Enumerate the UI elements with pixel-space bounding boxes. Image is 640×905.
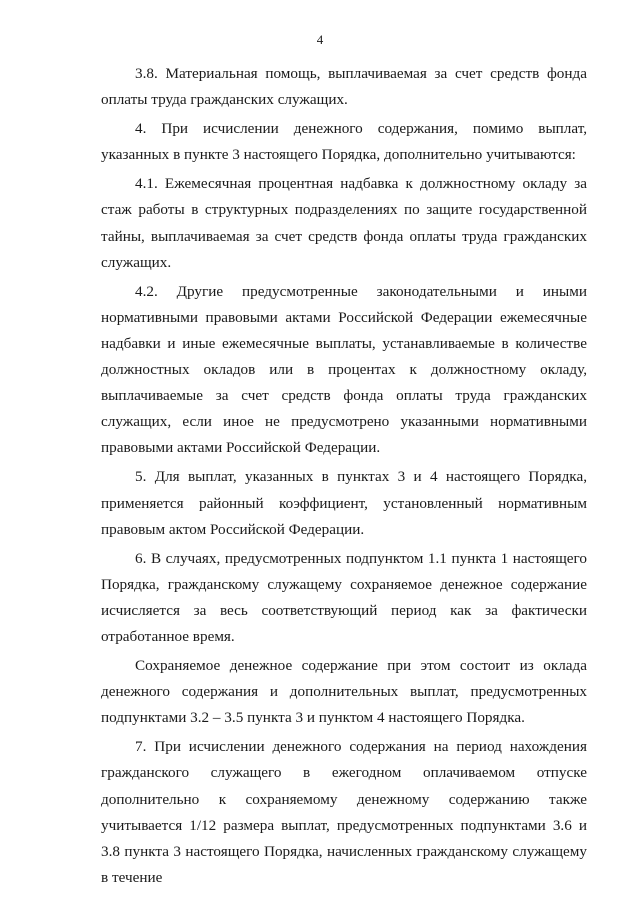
paragraph-5: 5. Для выплат, указанных в пунктах 3 и 4 настоящего Порядка, применяется районный коэффициент, установленный нормативным правовым актом Российской Федерации. (101, 468, 587, 538)
paragraph-4: 4. При исчислении денежного содержания, помимо выплат, указанных в пункте 3 настоящего Порядка, дополнительно учитываются: (101, 120, 587, 164)
paragraph-6-continued: Сохраняемое денежное содержание при этом состоит из оклада денежного содержания и дополнительных выплат, предусмотренных подпунктами 3.2 – 3.5 пункта 3 и пунктом 4 настоящего Порядка. (101, 657, 587, 727)
paragraph-4-1: 4.1. Ежемесячная процентная надбавка к должностному окладу за стаж работы в структурных подразделениях по защите государственной тайны, выплачиваемая за счет средств фонда оплаты труда гражданских служащих. (101, 175, 587, 271)
document-body (101, 61, 587, 894)
paragraph-6: 6. В случаях, предусмотренных подпунктом 1.1 пункта 1 настоящего Порядка, гражданскому служащему сохраняемое денежное содержание исчисляется за весь соответствующий период как за фактически отработанное время. (101, 549, 587, 645)
paragraph-7: 7. При исчислении денежного содержания на период нахождения гражданского служащего в ежегодном оплачиваемом отпуске дополнительно к сохраняемому денежному содержанию также учитывается 1/12 размера выплат, предусмотренных подпунктами 3.6 и 3.8 пункта 3 настоящего Порядка, начисленных гражданскому служащему в течение (101, 738, 587, 886)
page-number: 4 (316, 32, 324, 47)
paragraph-4-2: 4.2. Другие предусмотренные законодательными и иными нормативными правовыми актами Российской Федерации ежемесячные надбавки и иные ежемесячные выплаты, устанавливаемые в количестве должностных окладов или в процентах к должностному окладу, выплачиваемые за счет средств фонда оплаты труда гражданских служащих, если иное не предусмотрено указанными нормативными правовыми актами Российской Федерации. (101, 282, 587, 457)
paragraph-3-8: 3.8. Материальная помощь, выплачиваемая за счет средств фонда оплаты труда гражданских служащих. (101, 65, 587, 109)
